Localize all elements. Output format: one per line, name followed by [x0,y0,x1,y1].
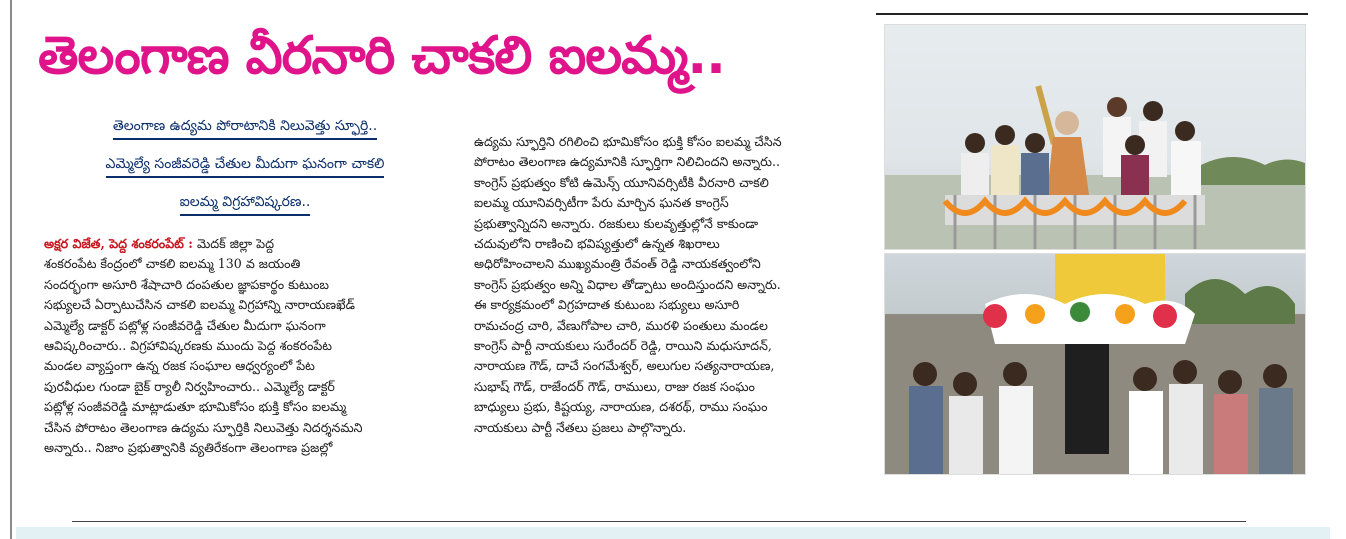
article-line: ఐలమ్మ యూనివర్సిటీగా పేరు మార్చిన ఘనత కాంగ్రెస్ [474,195,729,211]
article-line: అన్నారు.. నిజాం ప్రభుత్వానికి వ్యతిరేకంగా తెలంగాణ ప్రజల్లో [44,440,333,456]
page-edge-rule [0,0,12,539]
article-line: బాధ్యులు ప్రభు, కిష్టయ్య, నారాయణ, దశరథ్, రాము సంఘం [474,399,768,415]
article-line: నారాయణ గౌడ్, దాచే సంగమేశ్వర్, అలుగుల సత్యనారాయణ, [474,358,775,374]
article-line: చదువులోని రాణించి భవిష్యత్తులో ఉన్నత శిఖరాలు [474,236,720,252]
dateline: అక్షర విజేత, పెద్ద శంకరంపేట్ : [44,236,193,251]
subhead-line-1: తెలంగాణ ఉద్యమ పోరాటానికి నిలువెత్తు స్ఫూర్తి.. [113,116,377,140]
article-line: ప్రభుత్వాన్నిదని అన్నారు. రజకులు కులవృత్తుల్లోనే కాకుండా [474,215,759,231]
article-line: మండల వ్యాప్తంగా ఉన్న రజక సంఘాల ఆధ్వర్యంలో పేట [44,358,315,374]
article-line: పట్లోళ్ల సంజీవరెడ్డి మాట్లాడుతూ భూమికోసం భుక్తి కోసం ఐలమ్మ [44,399,347,415]
article-line: రామచంద్ర చారి, వేణుగోపాల చారి, మురళి పంతులు మండల [474,317,768,333]
article-line: నాయకులు పార్టీ నేతలు ప్రజలు పాల్గొన్నారు. [474,419,687,435]
article-line: మెదక్ జిల్లా పెద్ద [196,236,274,251]
subhead-line-3: ఐలమ్మ విగ్రహావిష్కరణ.. [180,192,311,216]
statue-unveiling-illustration [885,25,1305,249]
article-line: పురవీధుల గుండా బైక్ ర్యాలీ నిర్వహించారు.. ఎమ్మెల్యే డాక్టర్ [44,378,335,394]
article-line: సుభాష్ గౌడ్, రాజేందర్ గౌడ్, రాములు, రాజు రజక సంఘం [474,378,755,394]
headline: తెలంగాణ వీరనారి చాకలి ఐలమ్మ.. [38,26,725,86]
bottom-band [16,527,1330,539]
article-line: ఆవిష్కరించారు.. విగ్రహావిష్కరణకు ముందు పెద్ద శంకరంపేట [44,338,333,354]
article-line: ఎమ్మెల్యే డాక్టర్ పట్లోళ్ల సంజీవరెడ్డి చేతుల మీదుగా ఘనంగా [44,317,326,333]
top-rule [876,13,1308,15]
article-line: పోరాటం తెలంగాణ ఉద్యమానికి స్ఫూర్తిగా నిలిచిందని అన్నారు.. [474,154,780,170]
article-line: సభ్యులచే ఏర్పాటుచేసిన చాకలి ఐలమ్మ విగ్రహాన్ని నారాయణఖేడ్ [44,297,355,313]
subhead-line-2: ఎమ్మెల్యే సంజీవరెడ్డి చేతుల మీదుగా ఘనంగా చాకలి [106,154,385,178]
article-line: శంకరంపేట కేంద్రంలో చాకలి ఐలమ్మ 130 వ జయంతి [44,256,301,272]
article-line: అధిరోహించాలని ముఖ్యమంత్రి రేవంత్ రెడ్డి నాయకత్వంలోని [474,256,761,272]
article-column-1 [44,234,445,458]
article-line: ఉద్యమ స్ఫూర్తిని రగిలించి భూమికోసం భుక్తి కోసం ఐలమ్మ చేసిన [474,134,782,149]
article-column-2 [474,132,862,438]
article-line: చేసిన పోరాటం తెలంగాణ ఉద్యమ స్ఫూర్తికి నిలువెత్తు నిదర్శనమని [44,419,363,435]
subheads [40,116,450,230]
article-line: కాంగ్రెస్ ప్రభుత్వం అన్ని విధాల తోడ్పాటు అందిస్తుందని అన్నారు. [474,276,781,292]
gathering-photo [884,253,1306,475]
article-first-line [44,234,445,254]
article-line: కాంగ్రెస్ ప్రభుత్వం కోటి ఉమెన్స్ యూనివర్సిటీకి వీరనారి చాకలి [474,174,769,190]
gathering-illustration [885,254,1305,474]
bottom-rule [72,521,1246,522]
article-line: కాంగ్రెస్ పార్టీ నాయకులు సురేందర్ రెడ్డి, రాయిని మధుసూదన్, [474,338,772,354]
article-line: సందర్భంగా అసూరి శేషాచారి దంపతుల జ్ఞాపకార్థం కుటుంబ [44,276,329,292]
statue-unveiling-photo [884,24,1306,250]
article-line: ఈ కార్యక్రమంలో విగ్రహదాత కుటుంబ సభ్యులు అసూరి [474,297,740,313]
